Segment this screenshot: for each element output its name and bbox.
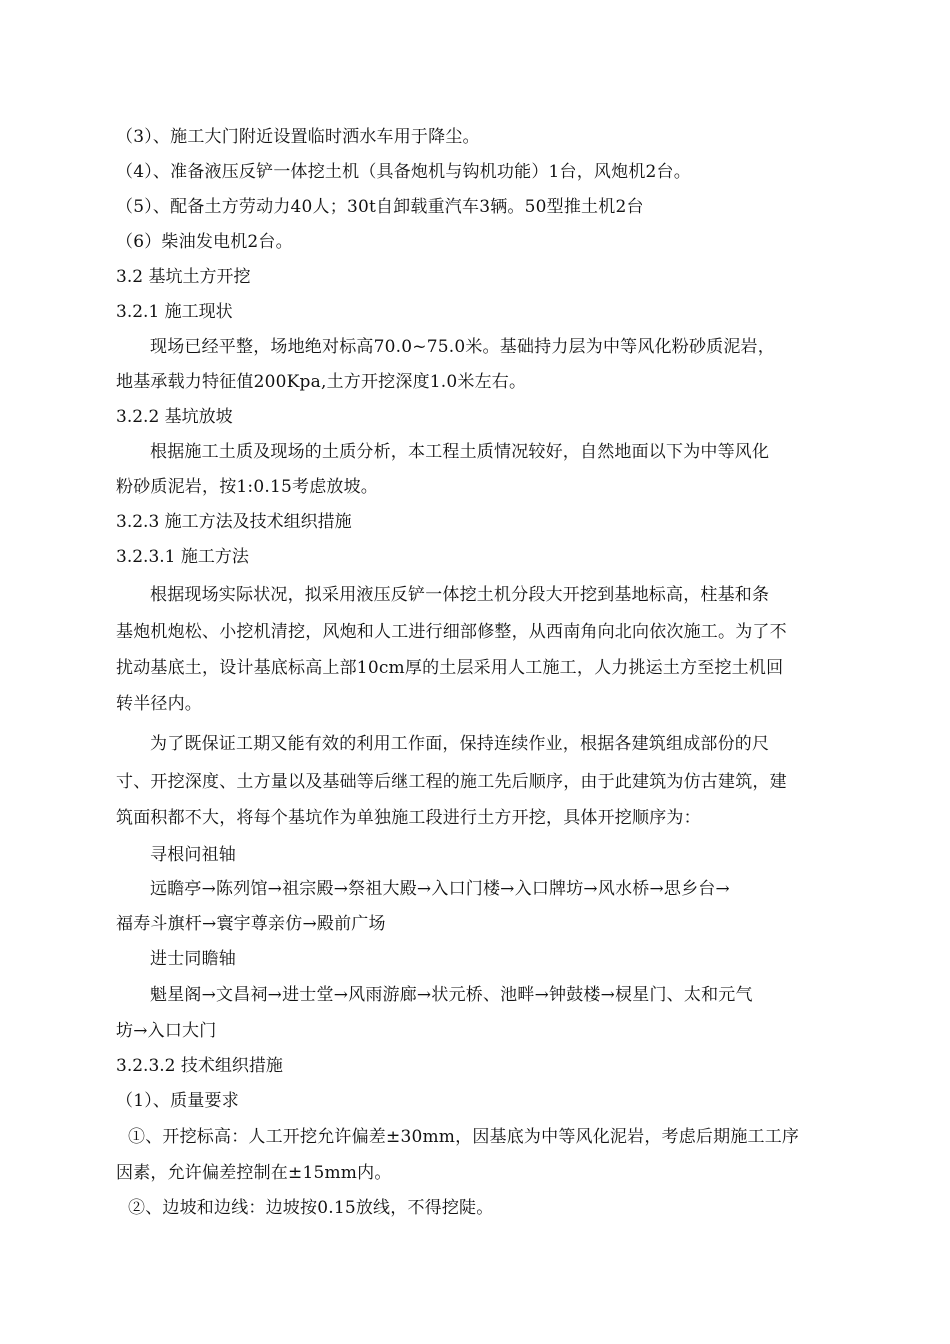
section-heading-3-2-3-2: 3.2.3.2 技术组织措施 <box>116 1056 283 1076</box>
sequence-line: 坊→入口大门 <box>116 1021 217 1041</box>
list-item-5: （5）、配备土方劳动力40人；30t自卸载重汽车3辆。50型推土机2台 <box>116 197 644 217</box>
paragraph-line: 转半径内。 <box>116 694 202 714</box>
axis-title-1: 寻根问祖轴 <box>150 845 236 865</box>
section-heading-3-2-3: 3.2.3 施工方法及技术组织措施 <box>116 512 352 532</box>
paragraph-line: 筑面积都不大，将每个基坑作为单独施工段进行土方开挖，具体开挖顺序为： <box>116 808 701 828</box>
section-heading-3-2-3-1: 3.2.3.1 施工方法 <box>116 547 249 567</box>
list-item-3: （3）、施工大门附近设置临时洒水车用于降尘。 <box>116 127 480 147</box>
list-item-quality: （1）、质量要求 <box>116 1091 239 1111</box>
paragraph-line: 现场已经平整，场地绝对标高70.0~75.0米。基础持力层为中等风化粉砂质泥岩， <box>150 337 775 357</box>
paragraph-line: 粉砂质泥岩，按1:0.15考虑放坡。 <box>116 477 378 497</box>
section-heading-3-2: 3.2 基坑土方开挖 <box>116 267 251 287</box>
paragraph-line: 地基承载力特征值200Kpa,土方开挖深度1.0米左右。 <box>116 372 527 392</box>
requirement-item-2: ②、边坡和边线：边坡按0.15放线，不得挖陡。 <box>128 1198 494 1218</box>
requirement-item-1: ①、开挖标高：人工开挖允许偏差±30mm，因基底为中等风化泥岩，考虑后期施工工序 <box>128 1127 800 1147</box>
paragraph-line: 根据现场实际状况，拟采用液压反铲一体挖土机分段大开挖到基地标高，柱基和条 <box>150 585 770 605</box>
list-item-6: （6）柴油发电机2台。 <box>116 232 293 252</box>
paragraph-line: 因素，允许偏差控制在±15mm内。 <box>116 1163 392 1183</box>
sequence-line: 福寿斗旗杆→寰宇尊亲仿→殿前广场 <box>116 914 386 934</box>
paragraph-line: 为了既保证工期又能有效的利用工作面，保持连续作业，根据各建筑组成部份的尺 <box>150 734 770 754</box>
paragraph-line: 根据施工土质及现场的土质分析，本工程土质情况较好，自然地面以下为中等风化 <box>150 442 770 462</box>
paragraph-line: 扰动基底土，设计基底标高上部10cm厚的土层采用人工施工，人力挑运土方至挖土机回 <box>116 658 784 678</box>
paragraph-line: 寸、开挖深度、土方量以及基础等后继工程的施工先后顺序，由于此建筑为仿古建筑，建 <box>116 772 787 792</box>
section-heading-3-2-2: 3.2.2 基坑放坡 <box>116 407 233 427</box>
section-heading-3-2-1: 3.2.1 施工现状 <box>116 302 233 322</box>
paragraph-line: 基炮机炮松、小挖机清挖，风炮和人工进行细部修整，从西南角向北向依次施工。为了不 <box>116 622 787 642</box>
list-item-4: （4）、准备液压反铲一体挖土机（具备炮机与钩机功能）1台，风炮机2台。 <box>116 162 691 182</box>
sequence-line: 魁星阁→文昌祠→进士堂→风雨游廊→状元桥、池畔→钟鼓楼→棂星门、太和元气 <box>150 985 753 1005</box>
sequence-line: 远瞻亭→陈列馆→祖宗殿→祭祖大殿→入口门楼→入口牌坊→风水桥→思乡台→ <box>150 879 730 899</box>
axis-title-2: 进士同瞻轴 <box>150 949 236 969</box>
